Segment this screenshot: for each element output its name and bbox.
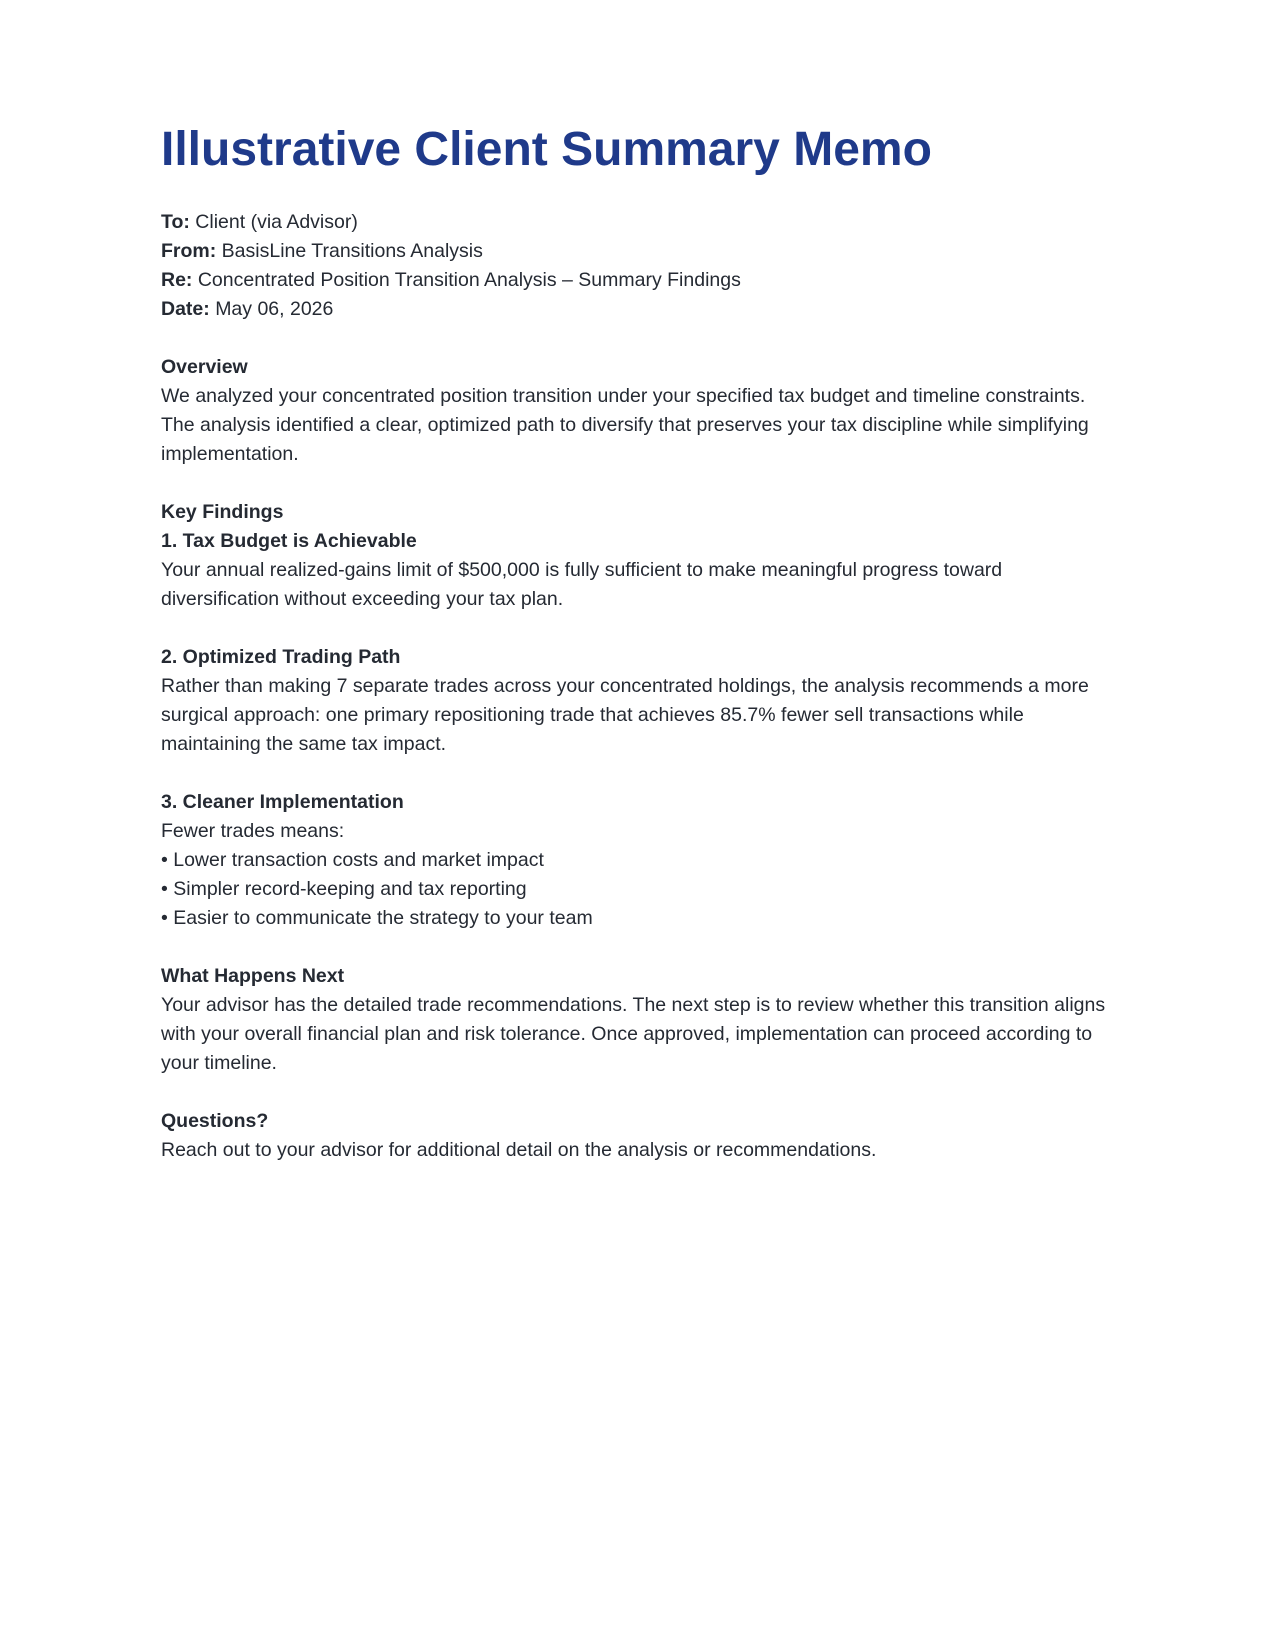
from-label: From: xyxy=(161,240,217,262)
finding3-intro: Fewer trades means: xyxy=(161,820,345,842)
next-section xyxy=(161,962,1121,1078)
re-line xyxy=(161,266,1121,295)
re-label: Re: xyxy=(161,269,193,291)
overview-heading: Overview xyxy=(161,356,248,378)
date-label: Date: xyxy=(161,298,210,320)
list-item: • Lower transaction costs and market impact xyxy=(161,849,544,871)
date-value: May 06, 2026 xyxy=(215,298,334,320)
list-item: • Easier to communicate the strategy to your team xyxy=(161,907,593,929)
to-label: To: xyxy=(161,211,190,233)
date-line xyxy=(161,295,1121,324)
to-value: Client (via Advisor) xyxy=(195,211,358,233)
finding1-body: Your annual realized-gains limit of $500,000 is fully sufficient to make meaningful progress toward diversification without exceeding your tax plan. xyxy=(161,559,1003,610)
to-line xyxy=(161,208,1121,237)
overview-body: We analyzed your concentrated position transition under your specified tax budget and timeline constraints. The analysis identified a clear, optimized path to diversify that preserves your tax discipline while simplifying implementation. xyxy=(161,385,1089,465)
questions-section xyxy=(161,1107,1121,1165)
key-findings-section xyxy=(161,498,1121,614)
key-findings-heading: Key Findings xyxy=(161,501,284,523)
next-body: Your advisor has the detailed trade recommendations. The next step is to review whether this transition aligns with your overall financial plan and risk tolerance. Once approved, implementation can proceed according to your timeline. xyxy=(161,994,1106,1074)
list-item: • Simpler record-keeping and tax reporting xyxy=(161,878,527,900)
finding2-body: Rather than making 7 separate trades across your concentrated holdings, the analysis recommends a more surgical approach: one primary repositioning trade that achieves 85.7% fewer sell transactions while maintaining the same tax impact. xyxy=(161,675,1089,755)
questions-heading: Questions? xyxy=(161,1110,269,1132)
next-heading: What Happens Next xyxy=(161,965,345,987)
memo-title: Illustrative Client Summary Memo xyxy=(161,123,932,176)
memo-page xyxy=(161,120,1121,1165)
finding2-section xyxy=(161,643,1121,759)
finding3-section xyxy=(161,788,1121,933)
from-value: BasisLine Transitions Analysis xyxy=(221,240,483,262)
finding3-heading: 3. Cleaner Implementation xyxy=(161,791,404,813)
finding1-heading: 1. Tax Budget is Achievable xyxy=(161,530,417,552)
finding2-heading: 2. Optimized Trading Path xyxy=(161,646,401,668)
re-value: Concentrated Position Transition Analysis – Summary Findings xyxy=(197,269,741,291)
overview-section xyxy=(161,353,1121,469)
memo-header xyxy=(161,208,1121,324)
from-line xyxy=(161,237,1121,266)
questions-body: Reach out to your advisor for additional detail on the analysis or recommendations. xyxy=(161,1139,877,1161)
